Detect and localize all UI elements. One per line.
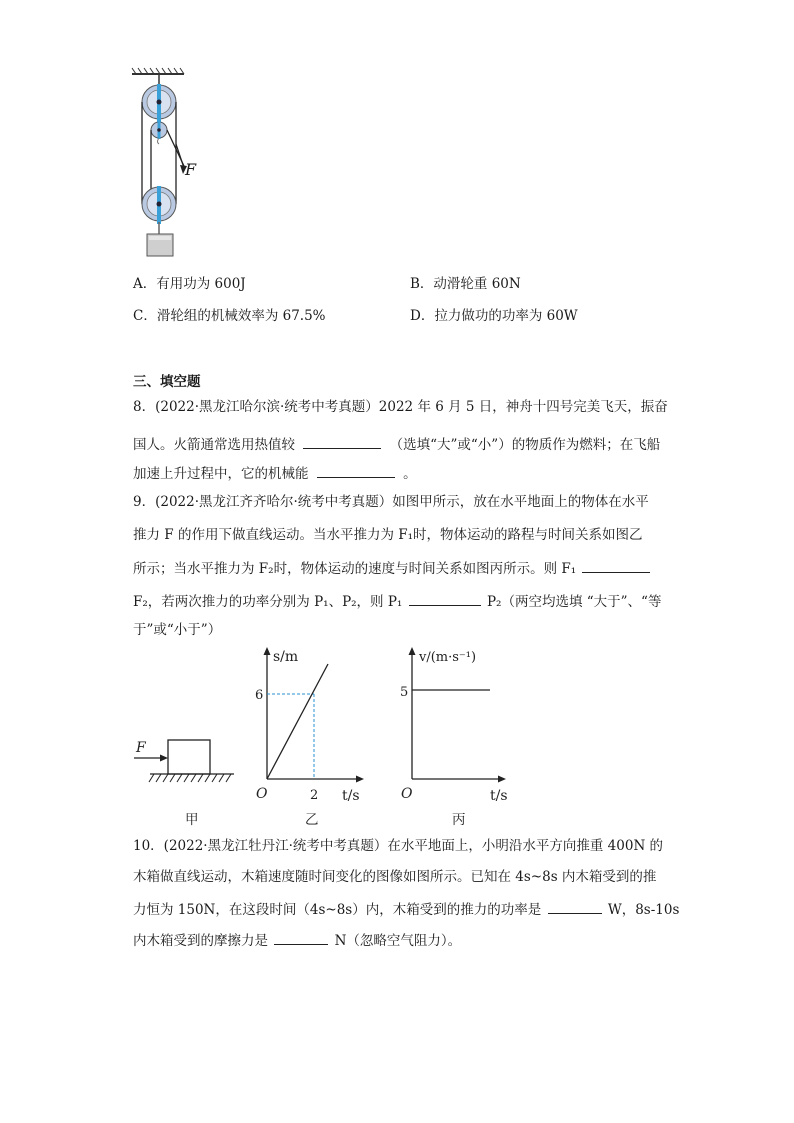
q8-line-3 [133, 463, 417, 484]
q9-text-3a: 所示；当水平推力为 F₂时，物体运动的速度与时间关系如图丙所示。则 F₁ [133, 561, 577, 577]
bing-y-tick: 5 [400, 685, 409, 700]
bing-y-label: v/(m·s⁻¹) [419, 650, 477, 665]
q10-text-4b: N（忽略空气阻力）。 [334, 933, 462, 949]
q9-line-4 [133, 591, 661, 612]
yi-origin: O [256, 786, 268, 802]
yi-caption: 乙 [305, 812, 319, 828]
bing-x-label: t/s [490, 788, 508, 804]
q10-text-3b: W，8s-10s [607, 902, 680, 918]
q10-text-3a: 力恒为 150N，在这段时间（4s~8s）内，木箱受到的推力的功率是 [133, 902, 542, 918]
jia-force-label: F [136, 740, 146, 756]
q9-blank-2[interactable] [409, 591, 481, 606]
q9-text-4a: F₂，若两次推力的功率分别为 P₁、P₂，则 P₁ [133, 594, 403, 610]
option-d: D．拉力做功的功率为 60W [410, 308, 578, 324]
q10-blank-1[interactable] [548, 899, 602, 914]
q8-text-3a: 加速上升过程中，它的机械能 [133, 466, 309, 482]
q10-line-3 [133, 899, 679, 920]
yi-x-label: t/s [342, 788, 360, 804]
q8-text-2b: （选填“大”或“小”）的物质作为燃料；在飞船 [389, 437, 661, 453]
q10-text-4a: 内木箱受到的摩擦力是 [133, 933, 268, 949]
q10-line-2: 木箱做直线运动，木箱速度随时间变化的图像如图所示。已知在 4s~8s 内木箱受到的推 [133, 869, 657, 885]
q10-line-1: 10．(2022·黑龙江牡丹江·统考中考真题）在水平地面上，小明沿水平方向推重 400N 的 [133, 838, 664, 854]
option-b: B．动滑轮重 60N [410, 276, 521, 292]
q9-blank-1[interactable] [582, 558, 650, 573]
q8-blank-2[interactable] [317, 463, 395, 478]
option-c: C．滑轮组的机械效率为 67.5% [133, 308, 326, 324]
bing-caption: 丙 [452, 812, 466, 828]
option-a: A．有用功为 600J [133, 276, 246, 292]
force-label-f: F [185, 160, 197, 179]
yi-x-tick: 2 [310, 788, 319, 803]
q10-blank-2[interactable] [274, 930, 328, 945]
jia-caption: 甲 [185, 812, 199, 828]
yi-y-tick: 6 [255, 688, 264, 703]
q8-text-2a: 国人。火箭通常选用热值较 [133, 437, 295, 453]
bing-origin: O [401, 786, 413, 802]
q9-line-1: 9．(2022·黑龙江齐齐哈尔·统考中考真题）如图甲所示，放在水平地面上的物体在水平 [133, 494, 649, 510]
q10-line-4 [133, 930, 461, 951]
q8-line-2 [133, 434, 660, 455]
q9-text-4b: P₂（两空均选填 “大于”、“等 [486, 594, 662, 610]
q8-text-3b: 。 [403, 466, 417, 482]
q8-line-1: 8．(2022·黑龙江哈尔滨·统考中考真题）2022 年 6 月 5 日，神舟十四号完美飞天，振奋 [133, 399, 668, 415]
q8-blank-1[interactable] [303, 434, 381, 449]
q9-line-3 [133, 558, 650, 579]
yi-y-label: s/m [273, 649, 299, 665]
section-heading: 三、填空题 [133, 374, 201, 390]
figure-bing [396, 645, 521, 807]
figure-jia [128, 728, 238, 790]
q9-line-5: 于”或“小于”） [133, 622, 222, 638]
figure-yi [250, 645, 380, 807]
q9-line-2: 推力 F 的作用下做直线运动。当水平推力为 F₁时，物体运动的路程与时间关系如图乙 [133, 527, 643, 543]
yi-line [267, 664, 328, 779]
